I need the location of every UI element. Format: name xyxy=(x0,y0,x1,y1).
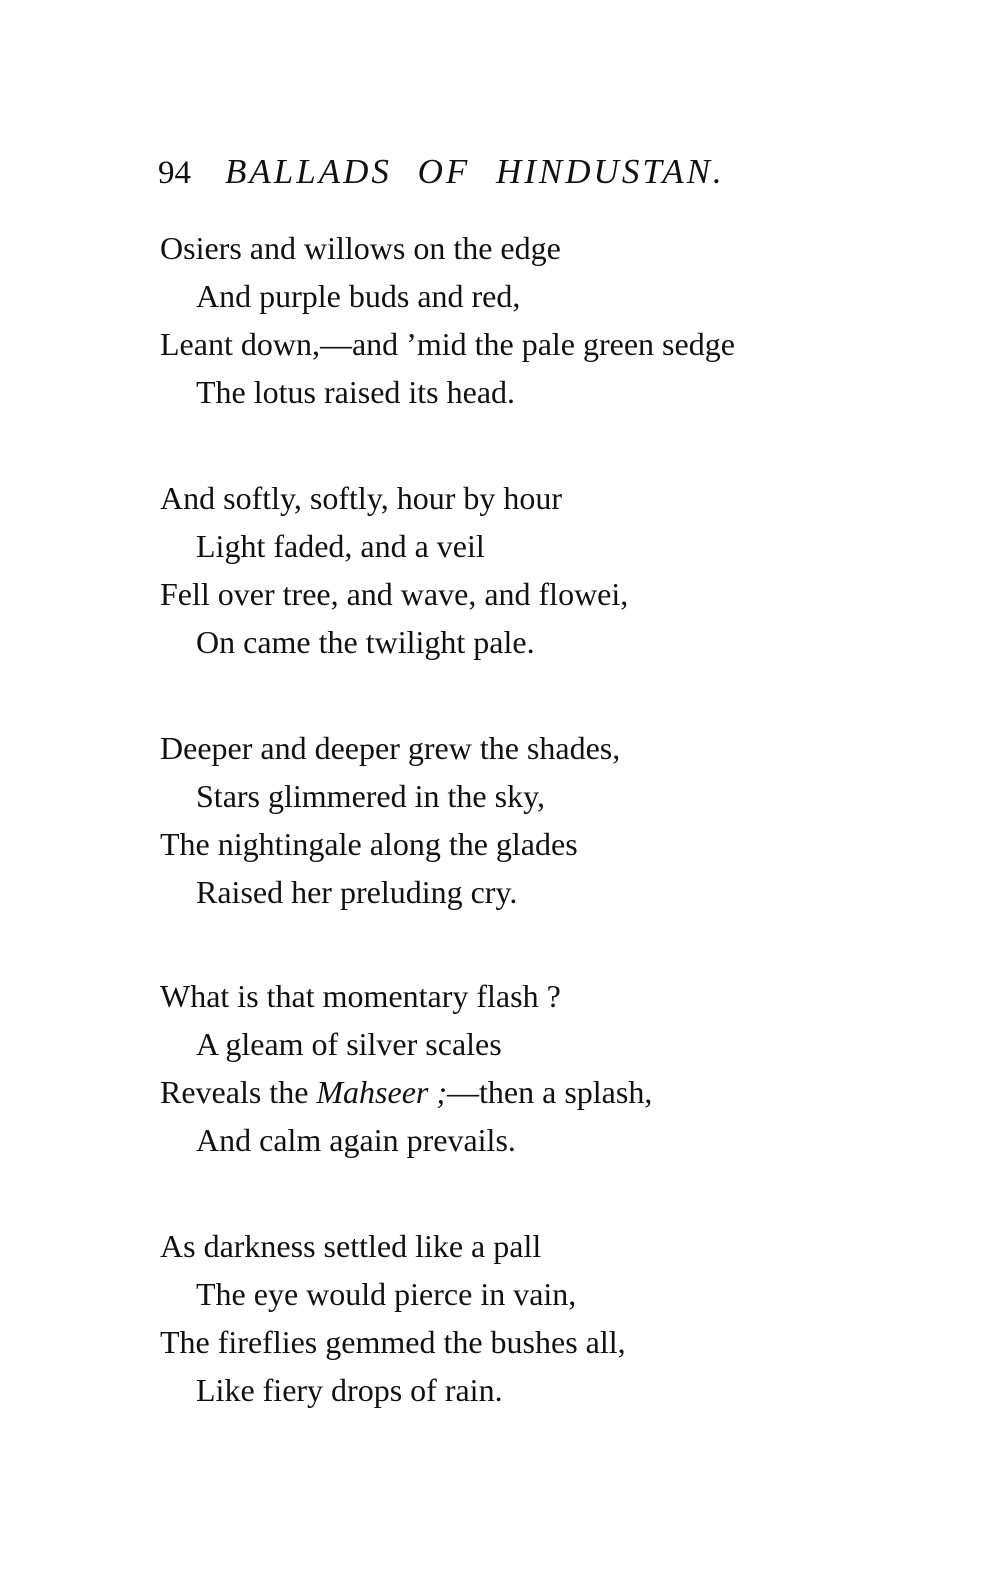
stanza-4 xyxy=(160,972,960,1164)
fish-name-italic: Mahseer ; xyxy=(316,1074,448,1110)
verse-line: Stars glimmered in the sky, xyxy=(196,778,545,814)
stanza-3 xyxy=(160,724,960,916)
verse-line: And calm again prevails. xyxy=(196,1122,516,1158)
verse-line-lead: Reveals the xyxy=(160,1074,317,1110)
verse-line: As darkness settled like a pall xyxy=(160,1228,542,1264)
verse-line-tail: —then a splash, xyxy=(447,1074,653,1110)
verse-line: What is that momentary flash ? xyxy=(160,978,561,1014)
verse-line: A gleam of silver scales xyxy=(196,1026,502,1062)
verse-line: Deeper and deeper grew the shades, xyxy=(160,730,621,766)
verse-line: The lotus raised its head. xyxy=(196,374,516,410)
stanza-1 xyxy=(160,224,960,416)
stanza-2 xyxy=(160,474,960,666)
verse-line: Osiers and willows on the edge xyxy=(160,230,561,266)
verse-line xyxy=(160,1068,960,1116)
verse-line: The nightingale along the glades xyxy=(160,826,578,862)
verse-line: The fireflies gemmed the bushes all, xyxy=(160,1324,626,1360)
verse-line: Fell over tree, and wave, and flowei, xyxy=(160,576,629,612)
verse-line: And softly, softly, hour by hour xyxy=(160,480,563,516)
verse-line: On came the twilight pale. xyxy=(196,624,535,660)
verse-line: Raised her preluding cry. xyxy=(196,874,518,910)
verse-line: And purple buds and red, xyxy=(196,278,521,314)
running-head xyxy=(158,152,725,202)
stanza-5 xyxy=(160,1222,960,1414)
verse-line: Leant down,—and ’mid the pale green sedge xyxy=(160,326,735,362)
book-title: BALLADS OF HINDUSTAN. xyxy=(225,152,725,191)
verse-line: The eye would pierce in vain, xyxy=(196,1276,577,1312)
verse-line: Like fiery drops of rain. xyxy=(196,1372,503,1408)
verse-line: Light faded, and a veil xyxy=(196,528,485,564)
page-number: 94 xyxy=(158,155,191,191)
